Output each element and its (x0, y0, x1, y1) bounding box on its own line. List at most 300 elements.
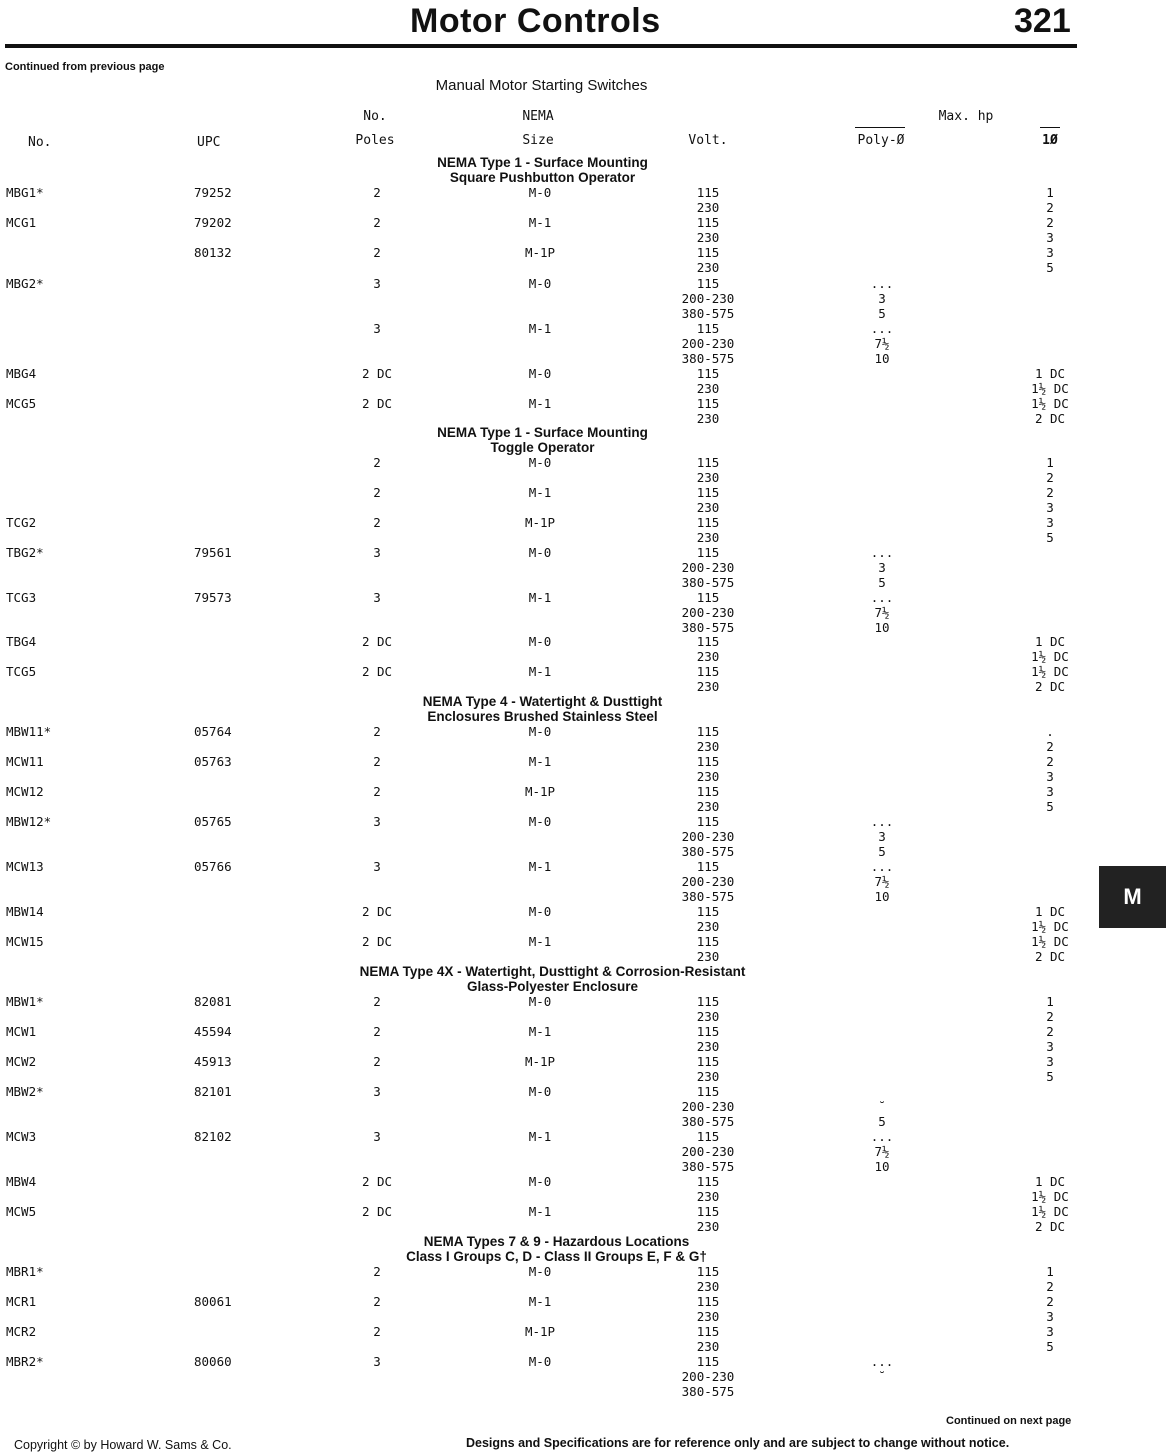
table-row (0, 634, 1166, 664)
nema-size: M-1 (528, 859, 552, 874)
upc-code: 05766 (194, 859, 232, 874)
voltage-values-line: 115 (696, 485, 720, 500)
single-phase-hp-line: 2 (1046, 1294, 1054, 1309)
voltage-values-line: 115 (696, 366, 720, 381)
model-number: MCG5 (6, 396, 37, 411)
single-phase-hp (1046, 185, 1054, 215)
single-phase-hp-line: 2 DC (1034, 1219, 1066, 1234)
table-row (0, 994, 1166, 1024)
poly-phase-hp-line: 10 (874, 889, 890, 904)
poles-value: 2 (373, 1294, 381, 1309)
poles-value: 2 DC (361, 904, 393, 919)
voltage-values (697, 724, 720, 754)
voltage-values-line: 115 (696, 754, 720, 769)
single-phase-hp (1046, 1294, 1054, 1324)
single-phase-hp-line: 3 (1046, 1039, 1054, 1054)
poles-value: 3 (373, 1129, 381, 1144)
nema-size: M-0 (528, 366, 552, 381)
disclaimer-notice: Designs and Specifications are for reference only and are subject to change without notice. (466, 1436, 1010, 1450)
table-row (0, 814, 1166, 859)
voltage-values (697, 455, 720, 485)
col-header-poly-phase: Poly-Ø (857, 133, 905, 148)
model-number: MBW1* (6, 994, 44, 1009)
voltage-values-line: 115 (696, 276, 720, 291)
voltage-values-line: 200-230 (681, 874, 735, 889)
poly-phase-hp-line: 7½ (874, 605, 890, 620)
voltage-values-line: 230 (696, 1279, 720, 1294)
table-row (0, 1264, 1166, 1294)
poles-value: 2 (373, 724, 381, 739)
single-phase-hp-line: 3 (1046, 245, 1054, 260)
model-number: TCG3 (6, 590, 37, 605)
voltage-values-line: 230 (696, 260, 720, 275)
single-phase-hp (1031, 1204, 1069, 1234)
upc-code: 79202 (194, 215, 232, 230)
poly-phase-hp (871, 276, 894, 321)
voltage-values-line: 230 (696, 411, 720, 426)
voltage-values-line: 115 (696, 396, 720, 411)
poly-phase-hp-line: 5 (878, 575, 886, 590)
col-header-single-phase: 1Ø (1042, 133, 1058, 148)
voltage-values-line: 230 (696, 500, 720, 515)
single-phase-hp-line: 1½ DC (1031, 1189, 1069, 1204)
poly-phase-hp-line: 5 (878, 306, 886, 321)
voltage-values-line: 230 (696, 530, 720, 545)
model-number: MBG4 (6, 366, 37, 381)
poles-value: 2 (373, 485, 381, 500)
table-row (0, 1054, 1166, 1084)
poles-value: 2 (373, 1324, 381, 1339)
nema-size: M-0 (528, 1264, 552, 1279)
table-row (0, 1024, 1166, 1054)
voltage-values-line: 230 (696, 1219, 720, 1234)
single-phase-hp-line: 2 (1046, 200, 1054, 215)
poly-phase-hp-line: ... (870, 276, 894, 291)
upc-code: 82081 (194, 994, 232, 1009)
voltage-values-line: 230 (696, 230, 720, 245)
voltage-values-line: 115 (696, 321, 720, 336)
nema-size: M-0 (528, 545, 552, 560)
model-number: MBW12* (6, 814, 52, 829)
model-number: MCW11 (6, 754, 44, 769)
voltage-values-line: 230 (696, 769, 720, 784)
single-phase-hp (1046, 485, 1054, 515)
section-heading: NEMA Types 7 & 9 - Hazardous Locations Class I Groups C, D - Class II Groups E, F & G† (406, 1234, 707, 1264)
poles-value: 2 DC (361, 634, 393, 649)
single-phase-hp-line: 1½ DC (1031, 381, 1069, 396)
voltage-values (697, 515, 720, 545)
voltage-values (697, 485, 720, 515)
voltage-values (682, 590, 735, 635)
maxhp-divider (855, 127, 905, 128)
voltage-values-line: 115 (696, 245, 720, 260)
single-phase-hp-line: 1½ DC (1031, 396, 1069, 411)
upc-code: 79561 (194, 545, 232, 560)
voltage-values (697, 754, 720, 784)
poly-phase-hp (871, 590, 894, 635)
voltage-values-line: 115 (696, 185, 720, 200)
voltage-values (697, 934, 720, 964)
voltage-values-line: 115 (696, 1054, 720, 1069)
voltage-values (697, 1174, 720, 1204)
single-phase-hp-line: 1 (1046, 455, 1054, 470)
model-number: MBW11* (6, 724, 52, 739)
voltage-values-line: 200-230 (681, 1099, 735, 1114)
poles-value: 3 (373, 590, 381, 605)
single-phase-hp-line: 2 DC (1034, 679, 1066, 694)
poly-phase-hp-line: ˘ (878, 1369, 886, 1384)
voltage-values (697, 784, 720, 814)
single-phase-hp-line: 1½ DC (1031, 1204, 1069, 1219)
voltage-values-line: 115 (696, 1084, 720, 1099)
voltage-values-line: 115 (696, 215, 720, 230)
voltage-values-line: 380-575 (681, 889, 735, 904)
voltage-values-line: 115 (696, 590, 720, 605)
single-phase-hp (1046, 754, 1054, 784)
single-phase-hp (1046, 784, 1054, 814)
section-index-tab: M (1099, 866, 1166, 928)
voltage-values-line: 115 (696, 934, 720, 949)
single-phase-hp-line: 1½ DC (1031, 934, 1069, 949)
single-phase-hp (1046, 455, 1054, 485)
single-phase-hp (1046, 1024, 1054, 1054)
voltage-values-line: 115 (696, 664, 720, 679)
section-heading: NEMA Type 4X - Watertight, Dusttight & Corrosion-Resistant Glass-Polyester Enclosure (359, 964, 746, 994)
table-row (0, 1174, 1166, 1204)
table-row (0, 245, 1166, 275)
col-header-poles: Poles (355, 133, 395, 148)
poly-phase-hp-line: 3 (878, 829, 886, 844)
model-number: MCW5 (6, 1204, 37, 1219)
single-phase-hp-line: 5 (1046, 530, 1054, 545)
single-phase-hp-line: 2 DC (1034, 411, 1066, 426)
single-phase-divider (1040, 127, 1060, 128)
single-phase-hp-line: 2 (1046, 485, 1054, 500)
single-phase-hp (1031, 1174, 1069, 1204)
table-row (0, 485, 1166, 515)
model-number: TCG2 (6, 515, 37, 530)
nema-size: M-1P (524, 515, 556, 530)
col-header-size-top: NEMA (522, 109, 554, 124)
single-phase-hp-line: 3 (1046, 1054, 1054, 1069)
table-row (0, 784, 1166, 814)
poly-phase-hp-line: 10 (874, 351, 890, 366)
single-phase-hp-line: 3 (1046, 1324, 1054, 1339)
voltage-values-line: 230 (696, 470, 720, 485)
voltage-values-line: 230 (696, 1009, 720, 1024)
model-number: MBR1* (6, 1264, 44, 1279)
poly-phase-hp (871, 545, 894, 590)
single-phase-hp (1046, 515, 1054, 545)
single-phase-hp-line: 3 (1046, 515, 1054, 530)
single-phase-hp-line: 5 (1046, 1069, 1054, 1084)
model-number: MBW2* (6, 1084, 44, 1099)
poly-phase-hp-line: 3 (878, 560, 886, 575)
poles-value: 3 (373, 859, 381, 874)
table-row (0, 904, 1166, 934)
poly-phase-hp-line: 7½ (874, 336, 890, 351)
voltage-values (682, 814, 735, 859)
voltage-values (697, 1324, 720, 1354)
model-number: TBG2* (6, 545, 44, 560)
nema-size: M-1P (524, 245, 556, 260)
voltage-values (697, 1264, 720, 1294)
single-phase-hp-line: 3 (1046, 1309, 1054, 1324)
poles-value: 2 (373, 1264, 381, 1279)
poles-value: 3 (373, 1084, 381, 1099)
single-phase-hp (1046, 1324, 1054, 1354)
single-phase-hp (1046, 1054, 1054, 1084)
voltage-values-line: 380-575 (681, 620, 735, 635)
voltage-values (697, 1054, 720, 1084)
nema-size: M-1 (528, 1129, 552, 1144)
poly-phase-hp (871, 1129, 894, 1174)
upc-code: 82101 (194, 1084, 232, 1099)
voltage-values (697, 215, 720, 245)
model-number: MCW15 (6, 934, 44, 949)
voltage-values-line: 115 (696, 859, 720, 874)
model-number: MBR2* (6, 1354, 44, 1369)
page-title: Motor Controls (410, 2, 661, 40)
poly-phase-hp (871, 814, 894, 859)
poles-value: 3 (373, 276, 381, 291)
nema-size: M-1 (528, 934, 552, 949)
single-phase-hp (1031, 396, 1069, 426)
voltage-values-line: 230 (696, 649, 720, 664)
nema-size: M-1 (528, 664, 552, 679)
voltage-values-line: 115 (696, 1324, 720, 1339)
nema-size: M-1P (524, 1054, 556, 1069)
upc-code: 45594 (194, 1024, 232, 1039)
voltage-values (697, 366, 720, 396)
single-phase-hp-line: 1½ DC (1031, 649, 1069, 664)
poly-phase-hp (871, 321, 894, 366)
voltage-values-line: 380-575 (681, 1159, 735, 1174)
voltage-values-line: 380-575 (681, 351, 735, 366)
table-row (0, 754, 1166, 784)
poles-value: 2 (373, 994, 381, 1009)
model-number: MCW1 (6, 1024, 37, 1039)
voltage-values (682, 321, 735, 366)
voltage-values-line: 230 (696, 1069, 720, 1084)
nema-size: M-0 (528, 814, 552, 829)
voltage-values-line: 115 (696, 455, 720, 470)
single-phase-hp-line: 5 (1046, 799, 1054, 814)
voltage-values-line: 115 (696, 814, 720, 829)
voltage-values (697, 185, 720, 215)
voltage-values-line: 115 (696, 994, 720, 1009)
table-title: Manual Motor Starting Switches (435, 77, 648, 94)
model-number: MCW12 (6, 784, 44, 799)
col-header-upc: UPC (197, 135, 221, 150)
table-row (0, 321, 1166, 366)
single-phase-hp-line: 3 (1046, 784, 1054, 799)
single-phase-hp-line: 5 (1046, 260, 1054, 275)
voltage-values-line: 200-230 (681, 560, 735, 575)
single-phase-hp (1031, 904, 1069, 934)
nema-size: M-1 (528, 1024, 552, 1039)
nema-size: M-1P (524, 1324, 556, 1339)
single-phase-hp-line: 1 DC (1034, 634, 1066, 649)
table-row (0, 859, 1166, 904)
voltage-values-line: 230 (696, 679, 720, 694)
upc-code: 79573 (194, 590, 232, 605)
col-header-maxhp: Max. hp (938, 109, 994, 124)
col-header-no: No. (28, 135, 52, 150)
poles-value: 2 (373, 515, 381, 530)
poly-phase-hp-line: 5 (878, 844, 886, 859)
poly-phase-hp (878, 1084, 886, 1129)
single-phase-hp (1031, 934, 1069, 964)
single-phase-hp-line: 1½ DC (1031, 919, 1069, 934)
model-number: MCW3 (6, 1129, 37, 1144)
table-row (0, 366, 1166, 396)
voltage-values (697, 1204, 720, 1234)
voltage-values-line: 200-230 (681, 291, 735, 306)
voltage-values-line: 115 (696, 1204, 720, 1219)
table-row (0, 1084, 1166, 1129)
poly-phase-hp-line: ... (870, 590, 894, 605)
model-number: MBG2* (6, 276, 44, 291)
single-phase-hp-line: 1 DC (1034, 366, 1066, 381)
voltage-values (697, 994, 720, 1024)
poly-phase-hp-line: 7½ (874, 1144, 890, 1159)
voltage-values-line: 380-575 (681, 1114, 735, 1129)
poles-value: 2 DC (361, 934, 393, 949)
table-row (0, 185, 1166, 215)
voltage-values-line: 380-575 (681, 575, 735, 590)
voltage-values-line: 230 (696, 739, 720, 754)
poly-phase-hp-line: 10 (874, 620, 890, 635)
nema-size: M-1 (528, 215, 552, 230)
voltage-values-line: 115 (696, 634, 720, 649)
single-phase-hp-line: 5 (1046, 1339, 1054, 1354)
upc-code: 82102 (194, 1129, 232, 1144)
upc-code: 05765 (194, 814, 232, 829)
nema-size: M-0 (528, 904, 552, 919)
nema-size: M-0 (528, 455, 552, 470)
header-rule (5, 44, 1077, 48)
single-phase-hp-line: 1 (1046, 1264, 1054, 1279)
single-phase-hp-line: 1 (1046, 185, 1054, 200)
single-phase-hp-line: 1 DC (1034, 1174, 1066, 1189)
table-row (0, 515, 1166, 545)
voltage-values-line: 115 (696, 545, 720, 560)
voltage-values (682, 545, 735, 590)
nema-size: M-0 (528, 994, 552, 1009)
single-phase-hp (1046, 724, 1054, 754)
voltage-values-line: 200-230 (681, 829, 735, 844)
single-phase-hp-line: 2 DC (1034, 949, 1066, 964)
poly-phase-hp-line: ... (870, 859, 894, 874)
voltage-values (682, 1354, 735, 1399)
poly-phase-hp-line: ... (870, 1354, 894, 1369)
table-row (0, 934, 1166, 964)
poly-phase-hp-line: 5 (878, 1114, 886, 1129)
voltage-values (697, 396, 720, 426)
single-phase-hp-line: 3 (1046, 230, 1054, 245)
model-number: MBG1* (6, 185, 44, 200)
nema-size: M-1 (528, 485, 552, 500)
single-phase-hp-line: 1 DC (1034, 904, 1066, 919)
poles-value: 2 DC (361, 396, 393, 411)
model-number: MBW14 (6, 904, 44, 919)
table-row (0, 545, 1166, 590)
table-row (0, 1324, 1166, 1354)
voltage-values-line: 230 (696, 1339, 720, 1354)
voltage-values (697, 1294, 720, 1324)
nema-size: M-1 (528, 396, 552, 411)
single-phase-hp-line: 3 (1046, 500, 1054, 515)
voltage-values (682, 859, 735, 904)
voltage-values (697, 634, 720, 664)
single-phase-hp-line: 2 (1046, 1009, 1054, 1024)
nema-size: M-0 (528, 1174, 552, 1189)
upc-code: 79252 (194, 185, 232, 200)
upc-code: 80061 (194, 1294, 232, 1309)
voltage-values-line: 200-230 (681, 1369, 735, 1384)
table-row (0, 1204, 1166, 1234)
voltage-values-line: 230 (696, 1039, 720, 1054)
model-number: MCW2 (6, 1054, 37, 1069)
table-row (0, 455, 1166, 485)
table-row (0, 396, 1166, 426)
upc-code: 05763 (194, 754, 232, 769)
table-row (0, 590, 1166, 635)
single-phase-hp-line: 2 (1046, 739, 1054, 754)
col-header-poles-top: No. (363, 109, 387, 124)
voltage-values-line: 230 (696, 949, 720, 964)
single-phase-hp-line: 2 (1046, 1279, 1054, 1294)
voltage-values-line: 230 (696, 799, 720, 814)
table-row (0, 1294, 1166, 1324)
voltage-values-line: 115 (696, 784, 720, 799)
poly-phase-hp-line: ... (870, 321, 894, 336)
nema-size: M-0 (528, 1084, 552, 1099)
voltage-values-line: 230 (696, 1309, 720, 1324)
single-phase-hp-line: 1 (1046, 994, 1054, 1009)
voltage-values (697, 245, 720, 275)
single-phase-hp (1046, 1264, 1054, 1294)
nema-size: M-0 (528, 634, 552, 649)
nema-size: M-0 (528, 724, 552, 739)
poles-value: 2 (373, 185, 381, 200)
model-number: MCR2 (6, 1324, 37, 1339)
voltage-values-line: 230 (696, 919, 720, 934)
poles-value: 3 (373, 1354, 381, 1369)
section-heading: NEMA Type 1 - Surface Mounting Toggle Operator (437, 425, 648, 455)
single-phase-hp (1031, 664, 1069, 694)
nema-size: M-1 (528, 321, 552, 336)
section-heading: NEMA Type 4 - Watertight & Dusttight Enclosures Brushed Stainless Steel (422, 694, 663, 724)
single-phase-hp-line: 3 (1046, 769, 1054, 784)
model-number: TCG5 (6, 664, 37, 679)
single-phase-hp (1046, 215, 1054, 245)
model-number: MCR1 (6, 1294, 37, 1309)
voltage-values-line: 115 (696, 1174, 720, 1189)
single-phase-hp (1046, 245, 1054, 275)
voltage-values (682, 276, 735, 321)
voltage-values-line: 115 (696, 1294, 720, 1309)
poly-phase-hp-line: ... (870, 814, 894, 829)
voltage-values-line: 115 (696, 1129, 720, 1144)
copyright-notice: Copyright © by Howard W. Sams & Co. (14, 1438, 232, 1452)
poles-value: 2 DC (361, 366, 393, 381)
poles-value: 3 (373, 321, 381, 336)
table-row (0, 1129, 1166, 1174)
continued-on-next: Continued on next page (946, 1415, 1072, 1427)
upc-code: 80060 (194, 1354, 232, 1369)
